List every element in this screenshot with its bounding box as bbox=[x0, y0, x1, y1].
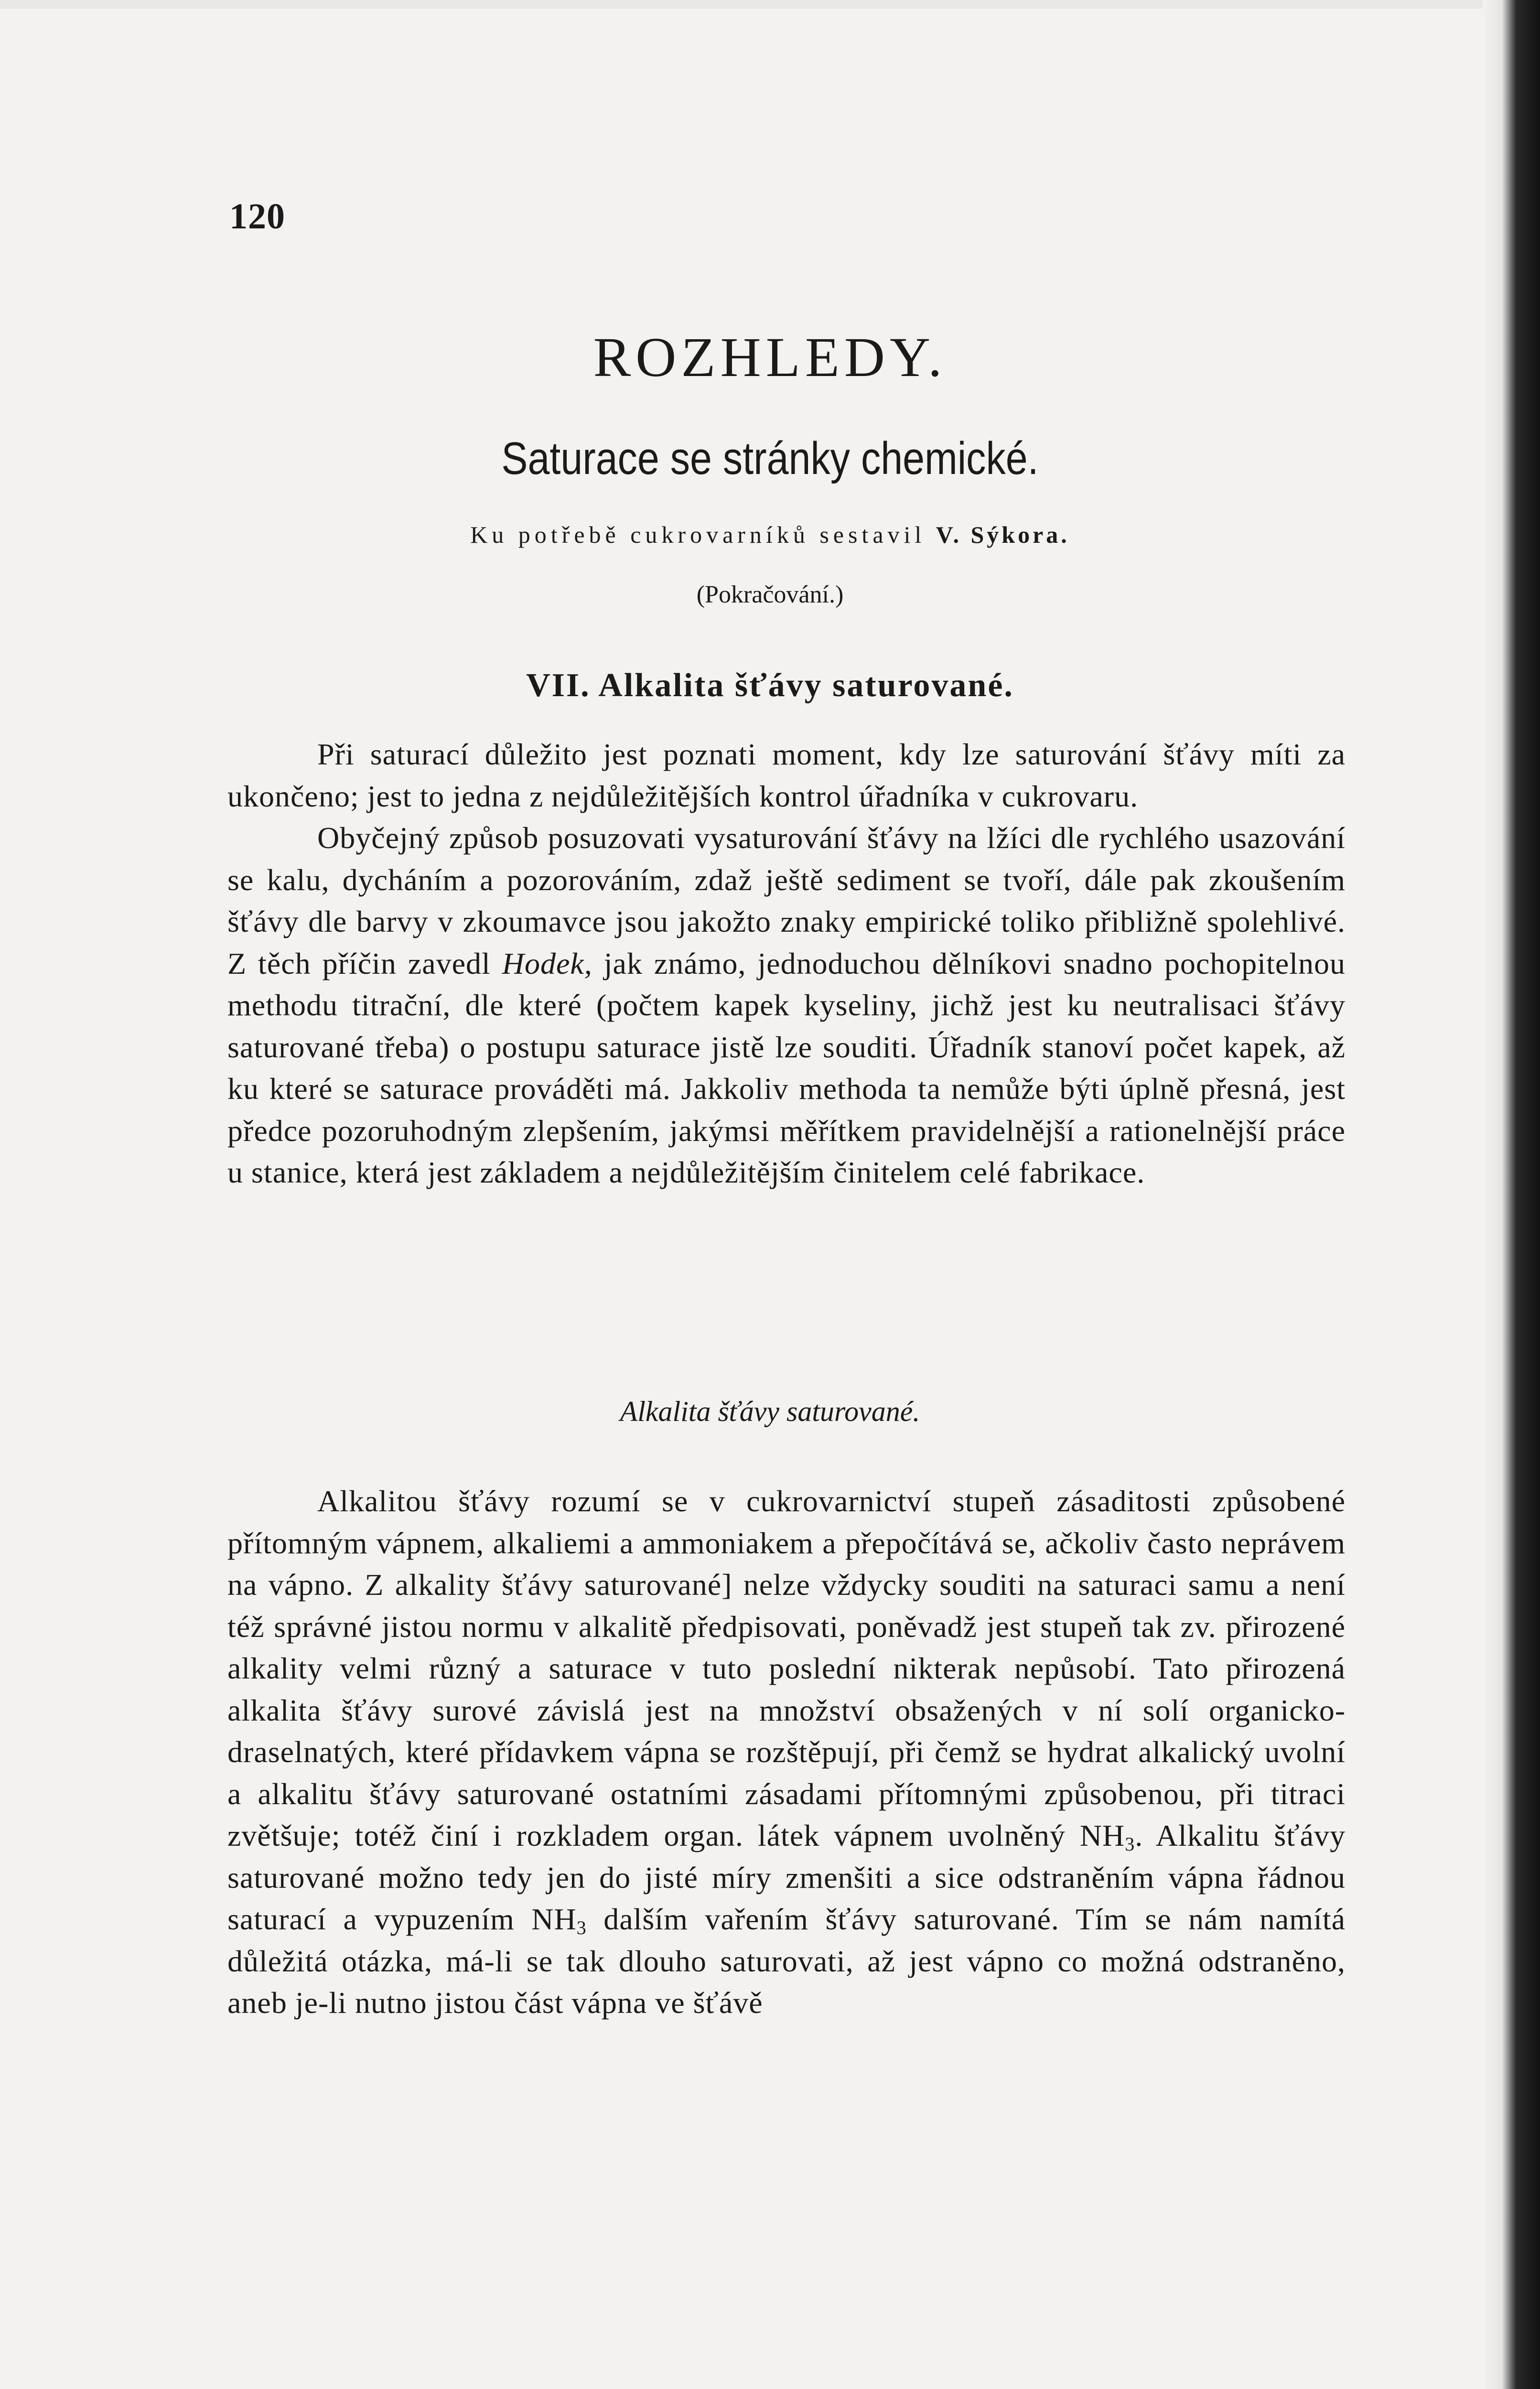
byline-prefix: Ku potřebě cukrovarníků sestavil bbox=[470, 521, 926, 548]
chapter-heading: VII. Alkalita šťávy saturované. bbox=[526, 667, 1014, 704]
article-title: Saturace se stránky chemické. bbox=[501, 433, 1039, 484]
byline bbox=[0, 521, 1540, 549]
text-block-alkalinity bbox=[227, 1480, 1346, 2024]
section-title: ROZHLEDY. bbox=[593, 326, 947, 388]
text-block-intro bbox=[227, 733, 1346, 1194]
paragraph-2-text-a: Obyčejný způsob posuzovati vysaturování šťávy na lžíci dle rychlého usazování se kalu, dycháním a pozorováním, zdaž ještě sediment se tvoří, dále pak zkoušením šťávy dle barvy v zkoumavce jsou jakožto znaky empirické toliko přibližně spolehlivé. Z těch příčin zavedl bbox=[227, 821, 1346, 980]
byline-author: V. Sýkora. bbox=[936, 521, 1070, 548]
continued-note: (Pokračování.) bbox=[696, 581, 844, 608]
paragraph-2 bbox=[227, 817, 1346, 1194]
paragraph-1: Při saturací důležito jest poznati moment, kdy lze saturování šťávy míti za ukončeno; jest to jedna z nejdůležitějších kontrol úřadníka v cukrovaru. bbox=[227, 737, 1346, 813]
paragraph-3-part-2: . Alkalitu šťávy saturované možno tedy jen do jisté míry zmenšiti a sice odstraněním vápna řádnou saturací a vypuzením NH bbox=[227, 1819, 1346, 1936]
subscript-2: 3 bbox=[576, 1917, 587, 1938]
paragraph-2-text-b: jak známo, jednoduchou dělníkovi snadno pochopitelnou methodu titrační, dle které (počtem kapek kyseliny, jichž jest ku neutralisaci šťávy saturované třeba) o postupu saturace jistě lze souditi. Úřadník stanoví počet kapek, až ku které se saturace prováděti má. Jakkoliv methoda ta nemůže býti úplně přesná, jest předce pozoruhodným zlepšením, jakýmsi měřítkem pravidelnější a rationelnější práce u stanice, která jest základem a nejdůležitějším činitelem celé fabrikace. bbox=[227, 946, 1346, 1189]
subscript-1: 3 bbox=[1125, 1833, 1135, 1855]
paragraph-3 bbox=[227, 1480, 1346, 2024]
author-name-hodek: Hodek, bbox=[502, 946, 592, 980]
page-top-edge bbox=[0, 0, 1540, 9]
subheading: Alkalita šťávy saturované. bbox=[620, 1396, 920, 1427]
paragraph-3-part-3: dalším vařením šťávy saturované. Tím se nám namítá důležitá otázka, má-li se tak dlouho saturovati, až jest vápno co možná odstraněno, aneb je-li nutno jistou část vápna ve šťávě bbox=[227, 1902, 1346, 2020]
page-number: 120 bbox=[229, 196, 285, 237]
paragraph-3-part-1: Alkalitou šťávy rozumí se v cukrovarnictví stupeň zásaditosti způsobené přítomným vápnem, alkaliemi a ammoniakem a přepočítává se, ačkoliv často neprávem na vápno. Z alkality šťávy saturované] nelze vždycky souditi na saturaci samu a není též správné jistou normu v alkalitě předpisovati, poněvadž jest stupeň tak zv. přirozené alkality velmi různý a saturace v tuto poslední nikterak nepůsobí. Tato přirozená alkalita šťávy surové závislá jest na množství obsažených v ní solí organicko-draselnatých, které přídavkem vápna se rozštěpují, při čemž se hydrat alkalický uvolní a alkalitu šťávy saturované ostatními zásadami přítomnými způsobenou, při titraci zvětšuje; totéž činí i rozkladem organ. látek vápnem uvolněný NH bbox=[227, 1484, 1346, 1852]
